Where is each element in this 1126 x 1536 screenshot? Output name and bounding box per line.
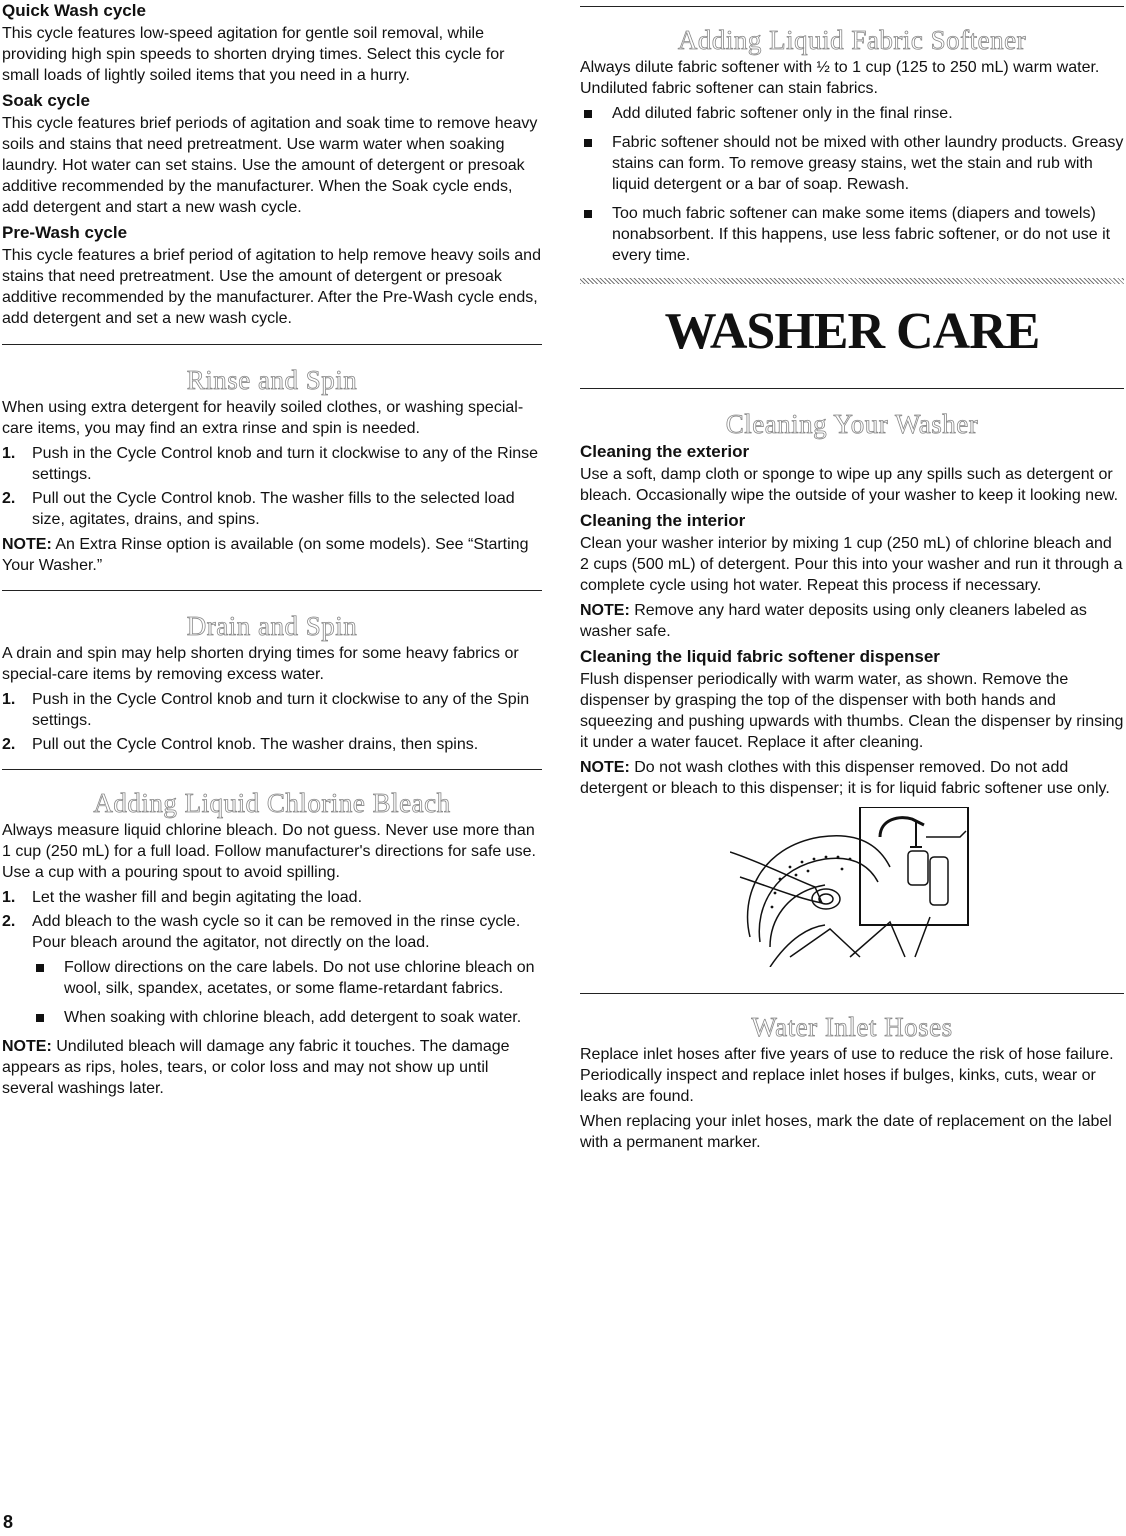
quick-wash-heading: Quick Wash cycle xyxy=(2,1,146,20)
divider xyxy=(580,993,1124,994)
list-item: Too much fabric softener can make some items (diapers and towels) nonabsorbent. If this happens, use less fabric softener, or do not use it every time. xyxy=(580,203,1124,266)
bleach-title: Adding Liquid Chlorine Bleach xyxy=(93,788,451,818)
exterior-heading: Cleaning the exterior xyxy=(580,442,750,461)
exterior-body: Use a soft, damp cloth or sponge to wipe up any spills such as detergent or bleach. Occasionally wipe the outside of your washer to keep it looking new. xyxy=(580,466,1119,504)
rinse-spin-steps xyxy=(2,443,542,530)
note-label: NOTE: xyxy=(580,602,630,619)
page-number: 8 xyxy=(3,1512,14,1532)
interior-note xyxy=(580,600,1124,642)
step-number: 1. xyxy=(2,445,16,462)
divider xyxy=(580,388,1124,389)
interior-heading: Cleaning the interior xyxy=(580,511,746,530)
note-label: NOTE: xyxy=(2,1038,52,1055)
note-label: NOTE: xyxy=(2,536,52,553)
divider xyxy=(2,590,542,591)
soak-heading: Soak cycle xyxy=(2,91,90,110)
drain-spin-title: Drain and Spin xyxy=(186,611,358,641)
drain-spin-steps xyxy=(2,689,542,755)
drain-spin-intro: A drain and spin may help shorten drying times for some heavy fabrics or special-care items by removing excess water. xyxy=(2,645,519,683)
rinse-spin-note xyxy=(2,534,542,576)
step-number: 1. xyxy=(2,889,16,906)
bleach-bullets xyxy=(2,957,542,1028)
step-text: Pull out the Cycle Control knob. The washer drains, then spins. xyxy=(32,736,479,753)
note-label: NOTE: xyxy=(580,759,630,776)
list-item xyxy=(2,689,542,731)
note-text: Do not wash clothes with this dispenser removed. Do not add detergent or bleach to this dispenser; it is for liquid fabric softener use only. xyxy=(580,759,1110,797)
list-item xyxy=(2,734,542,755)
softener-intro: Always dilute fabric softener with ½ to 1 cup (125 to 250 mL) warm water. Undiluted fabric softener can stain fabrics. xyxy=(580,59,1100,97)
bleach-steps xyxy=(2,887,542,953)
soak-body: This cycle features brief periods of agitation and soak time to remove heavy soils and stains that need pretreatment. Use warm water when soaking laundry. Hot water can set stains. Use the amount of detergent or presoak additive recommended by the manufacturer. When the Soak cycle ends, add detergent and start a new wash cycle. xyxy=(2,115,538,216)
list-item xyxy=(2,887,542,908)
dispenser-body: Flush dispenser periodically with warm water, as shown. Remove the dispenser by grasping the top of the dispenser with both hands and squeezing and pushing upwards with thumbs. Clean the dispenser by rinsing it under a water faucet. Replace it after cleaning. xyxy=(580,671,1124,751)
washer-care-title: WASHER CARE xyxy=(664,303,1040,360)
step-text: Push in the Cycle Control knob and turn it clockwise to any of the Spin settings. xyxy=(32,691,530,729)
quick-wash-body: This cycle features low-speed agitation for gentle soil removal, while providing high spin speeds to shorten drying times. Select this cycle for small loads of lightly soiled items that you need in a hurry. xyxy=(2,25,505,84)
list-item xyxy=(2,443,542,485)
list-item: Fabric softener should not be mixed with other laundry products. Greasy stains can form. To remove greasy stains, wet the stain and rub with liquid detergent or a bar of soap. Rewash. xyxy=(580,132,1124,195)
step-number: 1. xyxy=(2,691,16,708)
note-text: An Extra Rinse option is available (on some models). See “Starting Your Washer.” xyxy=(2,536,529,574)
hoses-body-2: When replacing your inlet hoses, mark the date of replacement on the label with a permanent marker. xyxy=(580,1113,1112,1151)
hoses-title: Water Inlet Hoses xyxy=(751,1012,953,1042)
interior-body: Clean your washer interior by mixing 1 cup (250 mL) of chlorine bleach and 2 cups (500 mL) of detergent. Pour this into your washer and run it through a complete cycle using hot water. Repeat this process if necessary. xyxy=(580,535,1123,594)
right-column xyxy=(580,0,1124,1157)
rinse-spin-title: Rinse and Spin xyxy=(186,365,358,395)
dispenser-cleaning-illustration xyxy=(730,807,970,967)
step-text: Add bleach to the wash cycle so it can be removed in the rinse cycle. Pour bleach around the agitator, not directly on the load. xyxy=(32,913,521,951)
prewash-heading: Pre-Wash cycle xyxy=(2,223,128,242)
left-column xyxy=(2,0,542,1103)
list-item: Follow directions on the care labels. Do not use chlorine bleach on wool, silk, spandex, acetates, or some flame-retardant fabrics. xyxy=(2,957,542,999)
rinse-spin-intro: When using extra detergent for heavily soiled clothes, or washing special-care items, you may find an extra rinse and spin is needed. xyxy=(2,399,524,437)
hoses-body-1: Replace inlet hoses after five years of use to reduce the risk of hose failure. Periodically inspect and replace inlet hoses if bulges, kinks, cuts, wear or leaks are found. xyxy=(580,1046,1114,1105)
step-text: Pull out the Cycle Control knob. The washer fills to the selected load size, agitates, drains, and spins. xyxy=(32,490,515,528)
step-text: Let the washer fill and begin agitating the load. xyxy=(32,889,363,906)
list-item xyxy=(2,488,542,530)
divider xyxy=(2,769,542,770)
note-text: Remove any hard water deposits using only cleaners labeled as washer safe. xyxy=(580,602,1087,640)
dispenser-heading: Cleaning the liquid fabric softener dispenser xyxy=(580,647,940,666)
bleach-note xyxy=(2,1036,542,1099)
step-number: 2. xyxy=(2,913,16,930)
step-number: 2. xyxy=(2,490,16,507)
dispenser-note xyxy=(580,757,1124,799)
softener-title: Adding Liquid Fabric Softener xyxy=(677,25,1027,55)
note-text: Undiluted bleach will damage any fabric it touches. The damage appears as rips, holes, tears, or color loss and may not show up until several washings later. xyxy=(2,1038,510,1097)
softener-bullets xyxy=(580,103,1124,266)
list-item xyxy=(2,911,542,953)
section-divider-hatch xyxy=(580,278,1124,284)
step-number: 2. xyxy=(2,736,16,753)
list-item: Add diluted fabric softener only in the final rinse. xyxy=(580,103,1124,124)
cleaning-title: Cleaning Your Washer xyxy=(725,409,979,439)
divider xyxy=(580,6,1124,7)
list-item: When soaking with chlorine bleach, add detergent to soak water. xyxy=(2,1007,542,1028)
step-text: Push in the Cycle Control knob and turn it clockwise to any of the Rinse settings. xyxy=(32,445,539,483)
prewash-body: This cycle features a brief period of agitation to help remove heavy soils and stains that need pretreatment. Use the amount of detergent or presoak additive recommended by the manufacturer. After the Pre-Wash cycle ends, add detergent and set a new wash cycle. xyxy=(2,247,541,327)
divider xyxy=(2,344,542,345)
bleach-intro: Always measure liquid chlorine bleach. Do not guess. Never use more than 1 cup (250 mL) for a full load. Follow manufacturer's directions for safe use. Use a cup with a pouring spout to avoid spilling. xyxy=(2,822,536,881)
